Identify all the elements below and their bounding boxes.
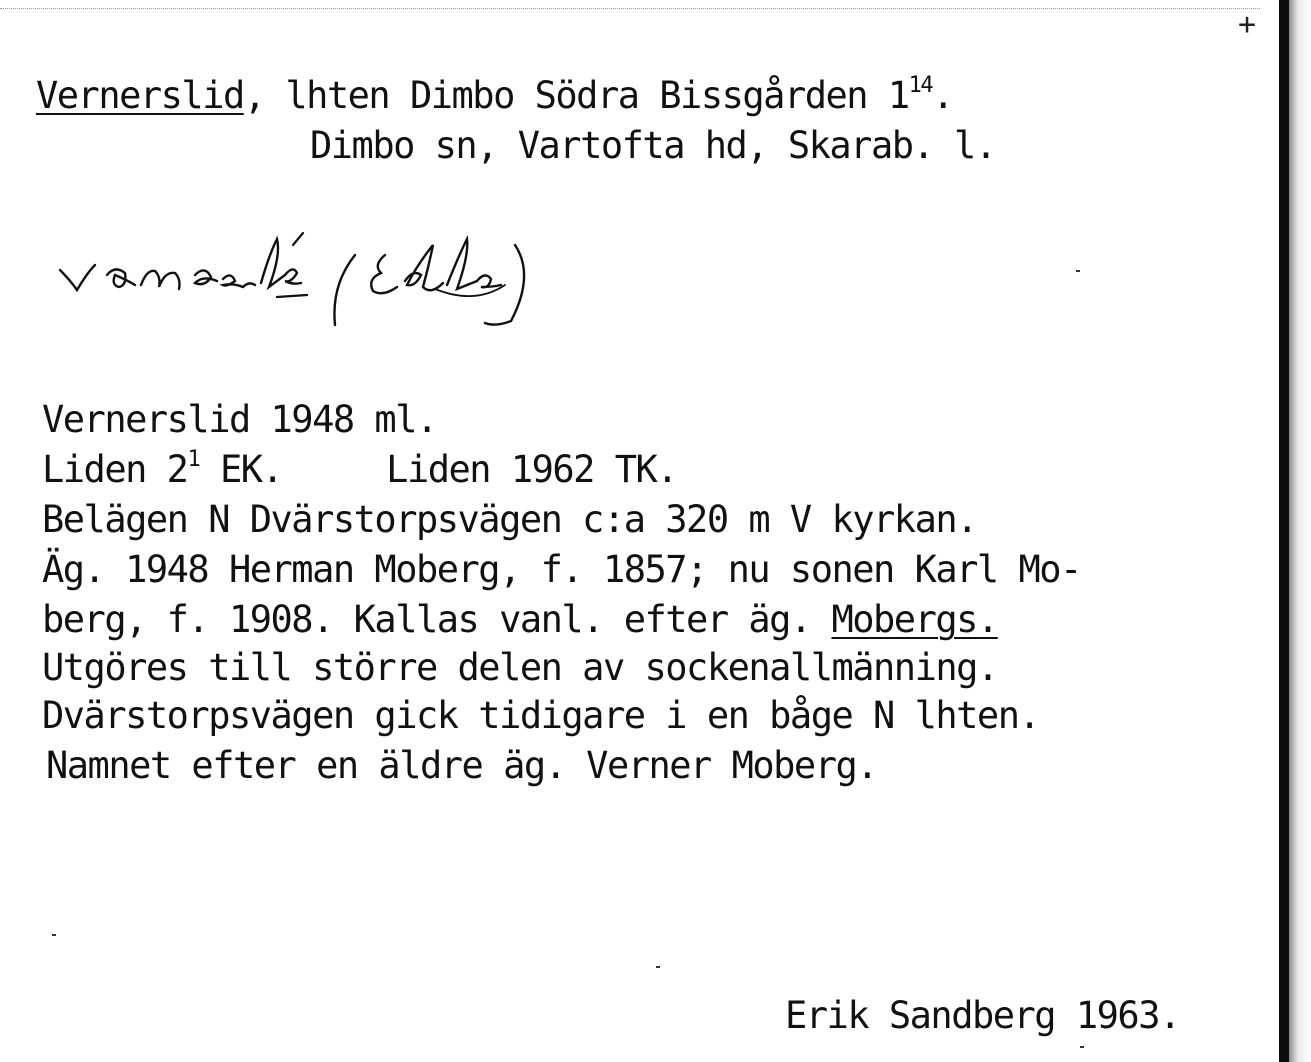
record-line-7: Dvärstorpsvägen gick tidigare i en båge N lhten.: [42, 694, 1040, 737]
place-name: Vernerslid: [36, 74, 244, 117]
record-line-8: Namnet efter en äldre äg. Verner Moberg.: [46, 744, 878, 787]
record-line-5: berg, f. 1908. Kallas vanl. efter äg. Mobergs.: [42, 598, 998, 641]
heading-line-2: Dimbo sn, Vartofta hd, Skarab. l.: [310, 124, 996, 167]
speck: [656, 966, 660, 968]
signature: Erik Sandberg 1963.: [785, 994, 1180, 1037]
speck: [52, 934, 56, 936]
heading-line-1: Vernerslid, lhten Dimbo Södra Bissgården $1^{14}$.: [36, 73, 953, 117]
card-right-edge: [1279, 0, 1289, 1062]
record-line-3: Belägen N Dvärstorpsvägen c:a 320 m V kyrkan.: [42, 498, 977, 541]
card-top-edge: [0, 8, 1260, 9]
record-line-4: Äg. 1948 Herman Moberg, f. 1857; nu sonen Karl Mo-: [42, 548, 1081, 591]
card-edge-shadow: [1289, 0, 1311, 1062]
nickname: Mobergs.: [831, 598, 998, 641]
record-line-6: Utgöres till större delen av sockenallmänning.: [42, 646, 998, 689]
plus-mark: +: [1238, 7, 1257, 42]
record-line-2: Liden $2^1$ EK. Liden 1962 TK.: [42, 447, 678, 491]
record-line-1: Vernerslid 1948 ml.: [42, 398, 437, 441]
handwritten-pronunciation: [55, 225, 735, 340]
speck: [1076, 270, 1080, 272]
speck: [1080, 1046, 1084, 1048]
